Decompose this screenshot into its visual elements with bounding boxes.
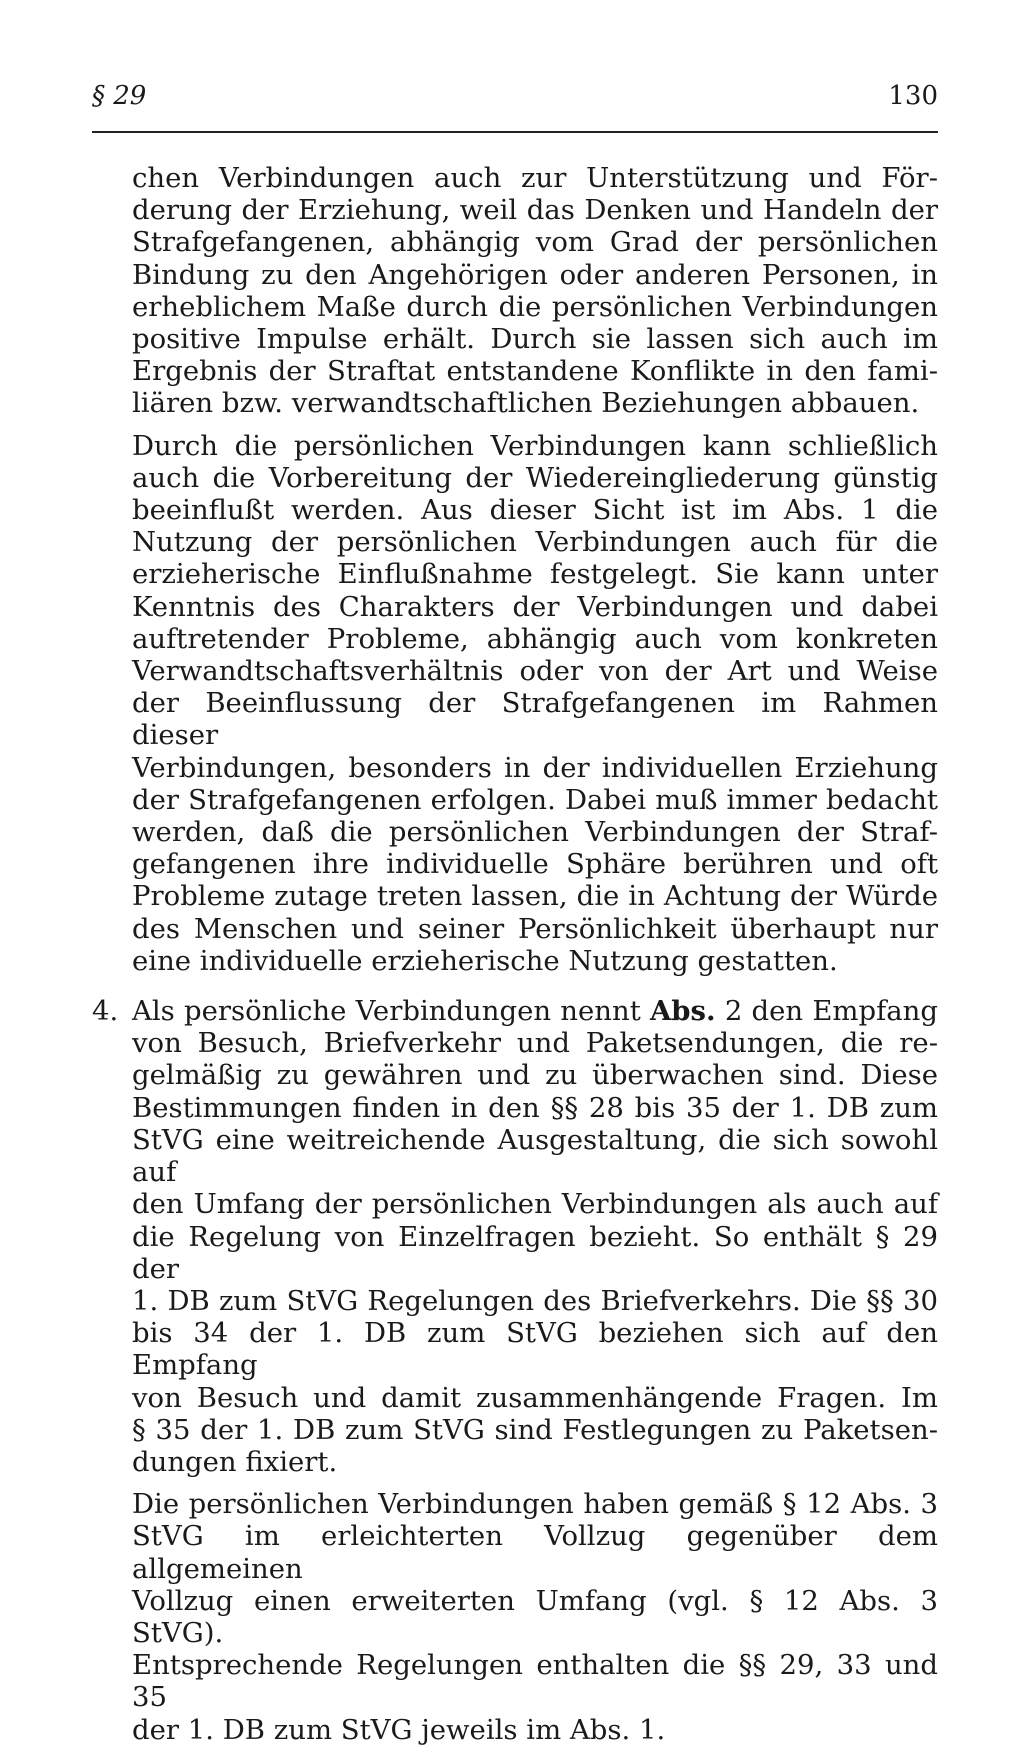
text-line: bis 34 der 1. DB zum StVG beziehen sich auf den Empfang	[132, 1317, 938, 1382]
text-line: eine individuelle erzieherische Nutzung gestatten.	[132, 944, 838, 977]
header-rule	[92, 131, 938, 133]
text-line: die Regelung von Einzelfragen bezieht. So enthält § 29 der	[132, 1220, 938, 1285]
text-line: werden, daß die persönlichen Verbindungen der Straf-	[132, 816, 938, 849]
text-line: Verbindungen, besonders in der individuellen Erziehung	[132, 751, 938, 784]
text-line: 1. DB zum StVG Regelungen des Briefverkehrs. Die §§ 30	[132, 1284, 938, 1317]
text-line: auch die Vorbereitung der Wiedereingliederung günstig	[132, 461, 938, 494]
text-line	[132, 995, 938, 1027]
text-line: Entsprechende Regelungen enthalten die §§ 29, 33 und 35	[132, 1649, 938, 1714]
body-text	[92, 162, 938, 1746]
text-line: Vollzug einen erweiterten Umfang (vgl. § 12 Abs. 3 StVG).	[132, 1584, 938, 1649]
list-item-4	[92, 995, 938, 1478]
text-line: auftretender Probleme, abhängig auch vom konkreten	[132, 622, 938, 655]
text-line: Bestimmungen finden in den §§ 28 bis 35 der 1. DB zum	[132, 1091, 938, 1124]
text-line: der Strafgefangenen erfolgen. Dabei muß immer bedacht	[132, 783, 938, 816]
text-line: liären bzw. verwandtschaftlichen Beziehungen abbauen.	[132, 387, 920, 420]
text-line: Verwandtschaftsverhältnis oder von der Art und Weise	[132, 655, 938, 688]
text-line: derung der Erziehung, weil das Denken und Handeln der	[132, 194, 938, 227]
text-line: gefangenen ihre individuelle Sphäre berühren und oft	[132, 848, 938, 881]
text-line: Bindung zu den Angehörigen oder anderen Personen, in	[132, 258, 938, 291]
page-header	[92, 78, 938, 114]
text-line: StVG im erleichterten Vollzug gegenüber dem allgemeinen	[132, 1520, 938, 1585]
text-line: von Besuch, Briefverkehr und Paketsendungen, die re-	[132, 1027, 938, 1060]
text-line: StVG eine weitreichende Ausgestaltung, die sich sowohl auf	[132, 1123, 938, 1189]
text-line: Kenntnis des Charakters der Verbindungen und dabei	[132, 590, 938, 623]
text-line: Ergebnis der Straftat entstandene Konflikte in den fami-	[132, 355, 938, 388]
text-line: beeinflußt werden. Aus dieser Sicht ist im Abs. 1 die	[132, 494, 938, 527]
text-line: positive Impulse erhält. Durch sie lassen sich auch im	[132, 323, 938, 356]
paragraph-2	[92, 430, 938, 977]
paragraph-1	[92, 162, 938, 420]
section-reference: § 29	[92, 81, 147, 111]
text-line: § 35 der 1. DB zum StVG sind Festlegungen zu Paketsen-	[132, 1413, 938, 1446]
text-line: von Besuch und damit zusammenhängende Fragen. Im	[132, 1381, 938, 1414]
text-line: Nutzung der persönlichen Verbindungen auch für die	[132, 526, 938, 559]
text-fragment: Als persönliche Verbindungen nennt	[132, 995, 650, 1028]
page-number: 130	[888, 81, 938, 111]
text-line: des Menschen und seiner Persönlichkeit überhaupt nur	[132, 912, 938, 945]
text-line: der 1. DB zum StVG jeweils im Abs. 1.	[132, 1713, 666, 1746]
text-fragment: 2 den Empfang	[715, 995, 938, 1028]
text-line: erheblichem Maße durch die persönlichen Verbindungen	[132, 290, 938, 323]
text-line: Strafgefangenen, abhängig vom Grad der persönlichen	[132, 226, 938, 259]
text-line: den Umfang der persönlichen Verbindungen als auch auf	[132, 1188, 938, 1221]
list-number: 4.	[92, 995, 119, 1028]
text-line: chen Verbindungen auch zur Unterstützung und För-	[132, 162, 938, 194]
text-line: gelmäßig zu gewähren und zu überwachen sind. Diese	[132, 1059, 938, 1092]
text-line: erzieherische Einflußnahme festgelegt. Sie kann unter	[132, 558, 938, 591]
text-line: Die persönlichen Verbindungen haben gemäß § 12 Abs. 3	[132, 1488, 938, 1521]
text-line: Probleme zutage treten lassen, die in Achtung der Würde	[132, 880, 938, 913]
paragraph-4	[92, 1488, 938, 1746]
text-line: dungen fixiert.	[132, 1445, 338, 1478]
bold-reference: Abs.	[649, 995, 716, 1028]
text-line: Durch die persönlichen Verbindungen kann schließlich	[132, 429, 938, 462]
text-line: der Beeinflussung der Strafgefangenen im Rahmen dieser	[132, 687, 938, 752]
